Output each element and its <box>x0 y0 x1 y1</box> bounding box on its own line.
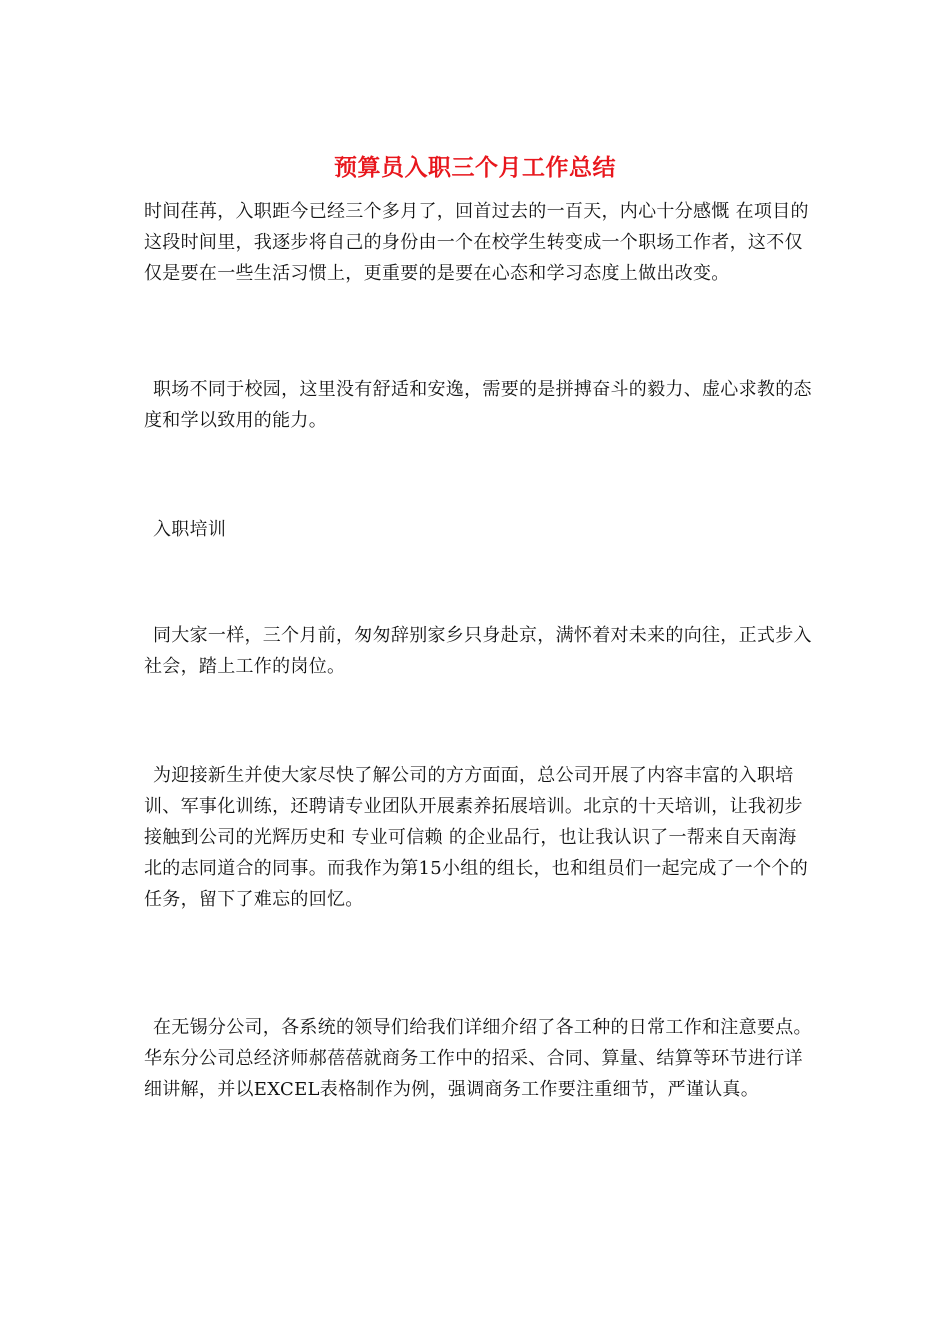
paragraph-workplace: 职场不同于校园，这里没有舒适和安逸，需要的是拼搏奋斗的毅力、虚心求教的态度和学以致用的能力。 <box>144 379 812 431</box>
paragraph-intro: 时间荏苒，入职距今已经三个多月了，回首过去的一百天，内心十分感慨 在项目的这段时间里，我逐步将自己的身份由一个在校学生转变成一个职场工作者，这不仅仅是要在一些生活习惯上，更重要的是要在心态和学习态度上做出改变。 <box>144 201 809 284</box>
paragraph-wuxi-branch: 在无锡分公司，各系统的领导们给我们详细介绍了各工种的日常工作和注意要点。华东分公司总经济师郝蓓蓓就商务工作中的招采、合同、算量、结算等环节进行详细讲解，并以EXCEL表格制作为例，强调商务工作要注重细节，严谨认真。 <box>144 1017 812 1100</box>
paragraph-beijing-training: 为迎接新生并使大家尽快了解公司的方方面面，总公司开展了内容丰富的入职培训、军事化训练，还聘请专业团队开展素养拓展培训。北京的十天培训，让我初步接触到公司的光辉历史和 专业可信赖 的企业品行，也让我认识了一帮来自天南海北的志同道合的同事。而我作为第15小组的组长，也和组员们一起完成了一个个的任务，留下了难忘的回忆。 <box>144 765 809 910</box>
section-heading-onboarding-training: 入职培训 <box>153 519 227 540</box>
document-title: 预算员入职三个月工作总结 <box>334 155 616 181</box>
paragraph-arrival: 同大家一样，三个月前，匆匆辞别家乡只身赴京，满怀着对未来的向往，正式步入社会，踏上工作的岗位。 <box>144 625 812 677</box>
